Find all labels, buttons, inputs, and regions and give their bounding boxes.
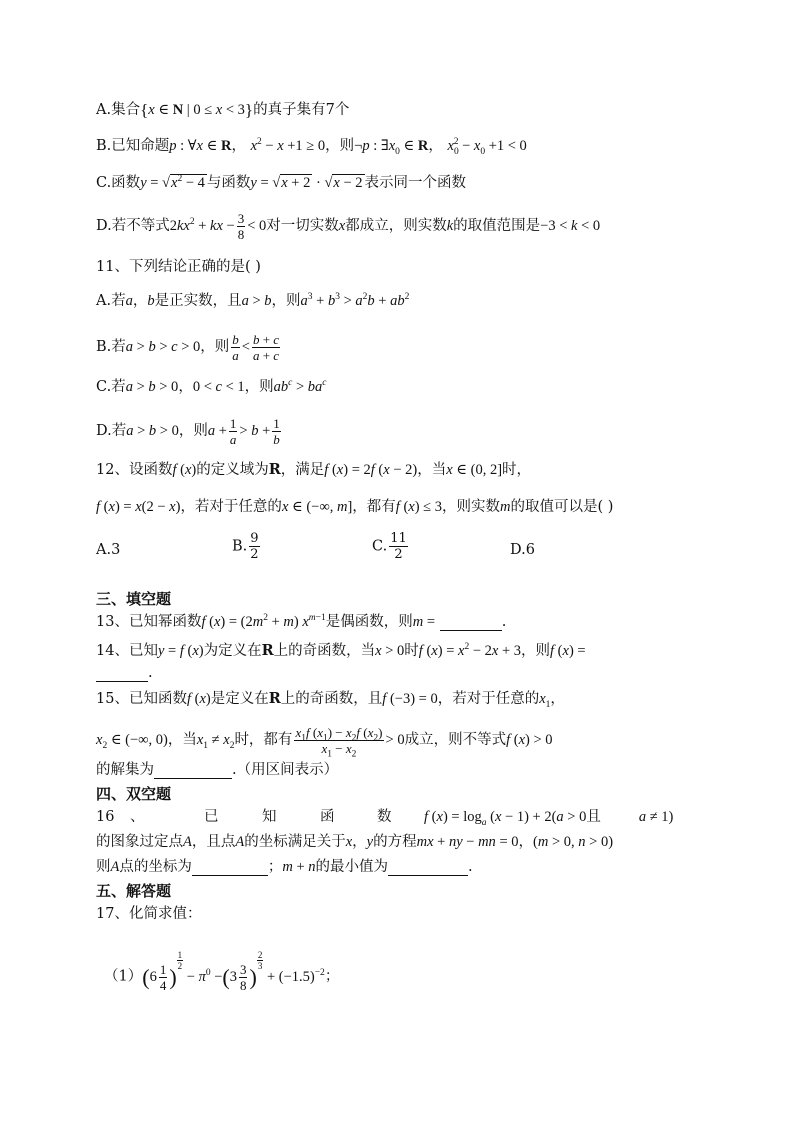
section-5-title: 五、解答题 — [96, 882, 172, 900]
q11-option-d: D.若a > b > 0，则a + $\frac{1}{a}$ > b + $\frac{1}{b}$ — [96, 416, 280, 447]
q12-choices — [96, 531, 716, 577]
q13-answer-blank[interactable] — [440, 616, 502, 631]
q10-option-d: D.若不等式$2kx^2$ + kx − $\frac{3}{8}$ < 0对一切实数x都成立，则实数k的取值范围是−3 < k < 0 — [96, 211, 601, 242]
q10-option-a — [96, 101, 349, 120]
q11-stem: 11、下列结论正确的是( ) — [96, 259, 261, 275]
q12-choice-d: D.6 — [510, 542, 535, 558]
q17-part1: （1）(6 $\frac{1}{4}$ ) $^{\frac{1}{2}}$ − $\pi^0 -(3$ $\frac{3}{8}$ ) $^{\frac{2}{3}}$ + $(-1.5)^{-2}$； — [104, 950, 340, 993]
q16-line2: 的图象过定点A，且点A的坐标满足关于x，y的方程mx + ny − mn = 0，(m > 0, n > 0) — [96, 834, 614, 850]
q10-option-c: C.函数$y = √x^2 - 4$ 与函数y = √x + 2 · √x − 2 表示同一个函数 — [96, 174, 467, 191]
q16-line3: 则A点的坐标为 ；m + n的最小值为 . — [96, 859, 473, 875]
q11-option-a: A.若a，b是正实数，且a > b，则$a^3 + b^3 > a^2b + ab^2$ — [96, 292, 410, 309]
q12-choice-b: B. $\frac{9}{2}$ — [232, 531, 259, 562]
q15-answer-blank[interactable] — [154, 764, 232, 779]
q15-line2: $x_2$ ∈ (−∞, 0)，当$x_1 \ne x_2$时，都有 $\frac{x_1f (x_1) - x_2f (x_2)}{x_1 - x_2}$ > 0成立，则不等式f (x) > 0 — [96, 725, 553, 760]
q14-line2: . — [96, 664, 153, 682]
q16-answer-blank-2[interactable] — [388, 861, 468, 876]
q11-option-b: B.若a > b > c > 0，则 $\frac{b}{a}$ < $\frac{b + c}{a + c}$ — [96, 332, 280, 363]
q10-a-set: {x ∈ N | 0 ≤ x < 3} — [140, 100, 254, 120]
q14-answer-blank[interactable] — [96, 667, 148, 682]
q17-stem: 17、化简求值： — [96, 906, 202, 922]
q11-option-c: C.若a > b > 0，0 < c < 1，则$ab^c > ba^c$ — [96, 378, 327, 395]
q15-line1: 15、已知函数f (x)是定义在R上的奇函数，且f (−3) = 0，若对于任意的$x_1$， — [96, 690, 565, 710]
q10-option-b: B.已知命题p : ∀x ∈ R， $x^2 - x +1 \ge 0$，则¬p : $\exists x_0$ ∈ R， $x_0^2 - x_0 +1 < 0$ — [96, 137, 527, 157]
q12-stem-line2: f (x) = x(2 − x)，若对于任意的x ∈ (−∞, m]，都有f (x) ≤ 3，则实数m的取值可以是( ) — [96, 499, 614, 515]
q12-choice-c: C. $\frac{11}{2}$ — [372, 531, 407, 562]
q16-line1: 16 、 已 知 函 数 f $(x) = \log_a (x - 1) + 2(a > 0$且 a ≠ 1) — [96, 809, 674, 828]
q10-a-suffix: 的真子集有7个 — [253, 102, 350, 118]
q10-a-prefix: A.集合 — [96, 102, 141, 118]
q13: 13、已知幂函数f $(x) = (2m^2 + m)$ $x^{m-1}$是偶函数，则m = . — [96, 613, 507, 630]
q12-choice-a: A.3 — [96, 542, 121, 558]
q16-answer-blank-1[interactable] — [192, 861, 268, 876]
q12-stem-line1: 12、设函数f (x)的定义域为R，满足f (x) = 2f (x − 2)，当x ∈ (0, 2]时， — [96, 461, 532, 478]
section-4-title: 四、双空题 — [96, 785, 172, 803]
section-3-title: 三、填空题 — [96, 590, 172, 608]
q15-line3: 的解集为 .（用区间表示） — [96, 762, 339, 778]
q14-line1: 14、已知y = f (x)为定义在R上的奇函数，当x > 0时f $(x) = x^2 - 2x + 3$，则f (x) = — [96, 642, 586, 659]
